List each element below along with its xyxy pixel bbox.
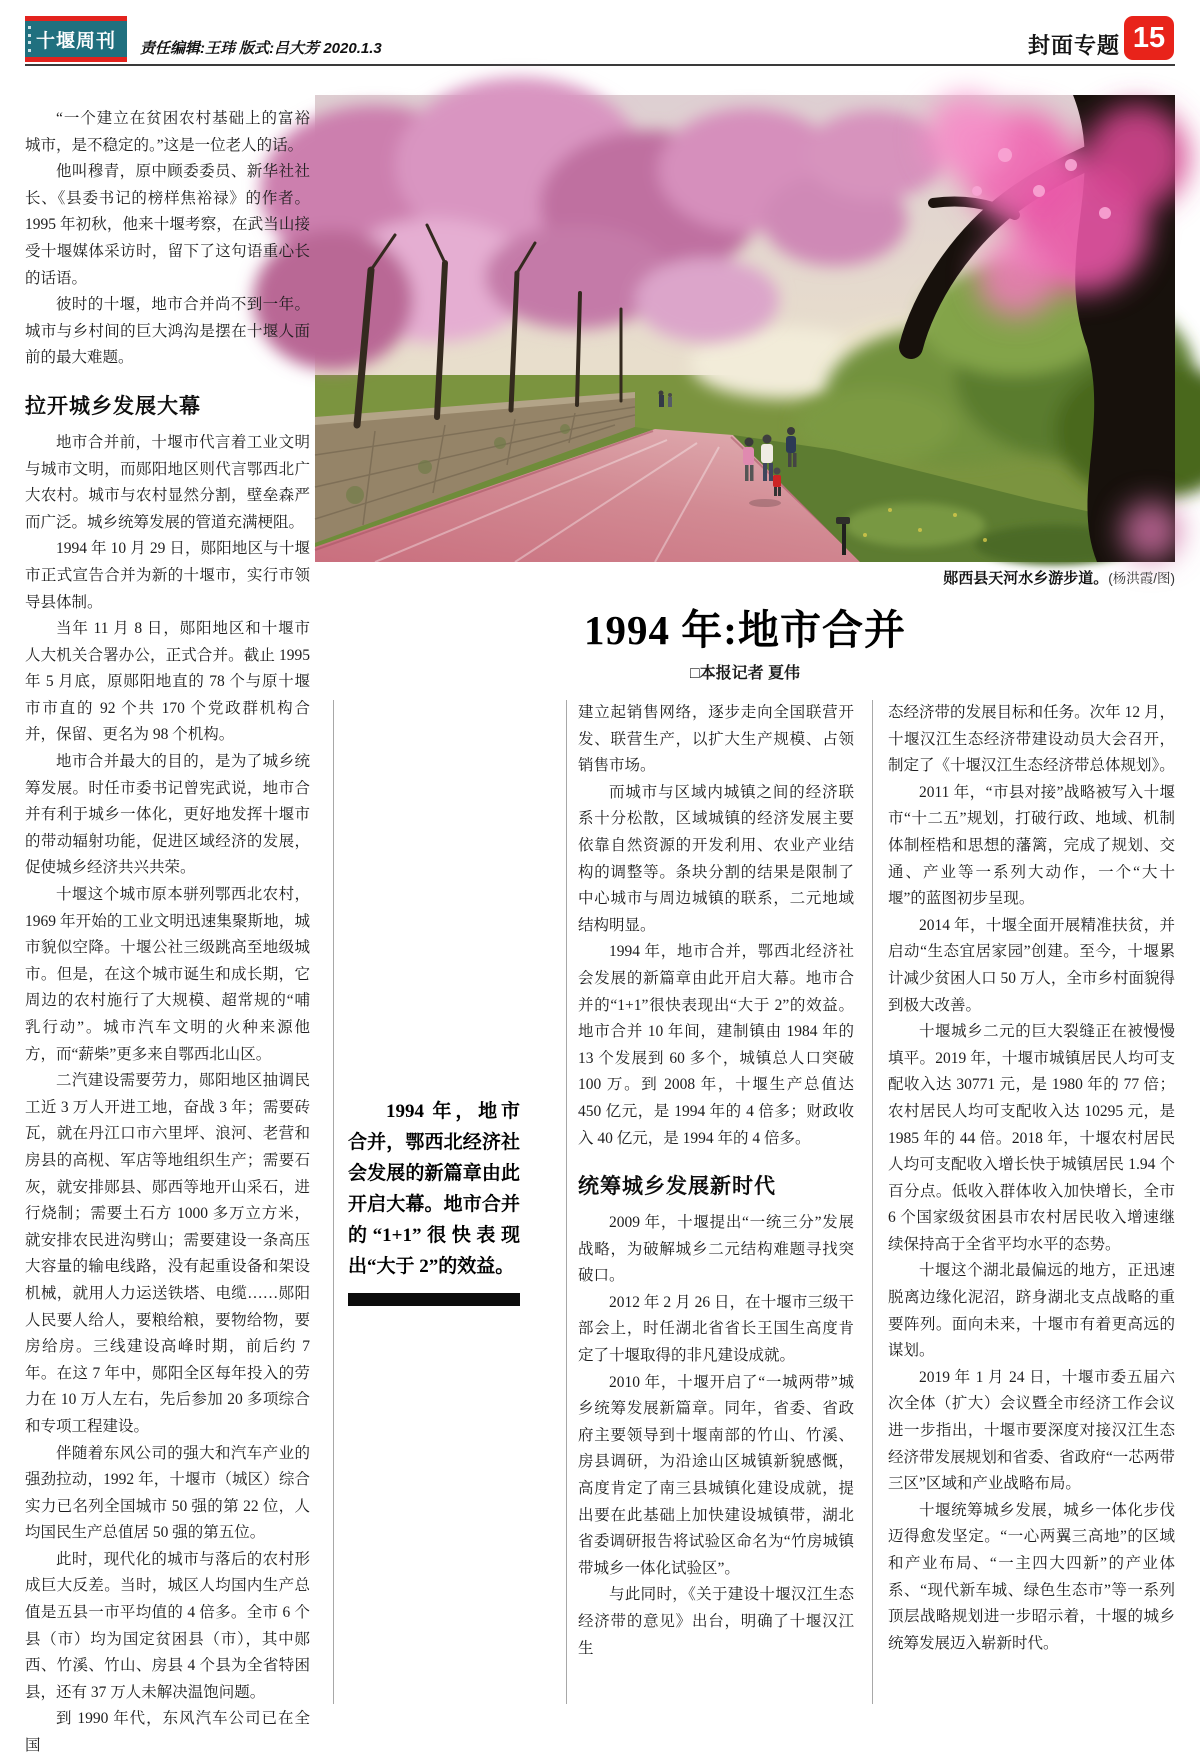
paragraph: 2019 年 1 月 24 日，十堰市委五届六次全体（扩大）会议暨全市经济工作会议进一步指出，十堰市要深度对接汉江生态经济带发展规划和省委、省政府“一芯两带三区”区域和产业战略布局。 [888, 1368, 1175, 1493]
paragraph: 建立起销售网络，逐步走向全国联营开发、联营生产，以扩大生产规模、占领销售市场。 [578, 704, 854, 775]
paragraph: 十堰城乡二元的巨大裂缝正在被慢慢填平。2019 年，十堰市城镇居民人均可支配收入达 30771 元，是 1980 年的 77 倍；农村居民人均可支配收入达 10295 元，是 1985 年的 44 倍。2018 年，十堰农村居民人均可支配收入增长快于城镇居民 1.94 个百分点。低收入群体收入加快增长，全市 6 个国家级贫困县市农村居民收入增速继续保持高于全省平均水平的态势。 [888, 1023, 1175, 1253]
article-title: 1994 年:地市合并 [584, 607, 906, 653]
photo-credit: (杨洪霞/图) [1108, 571, 1175, 586]
column-divider [872, 700, 873, 1704]
photo-caption-text: 郧西县天河水乡游步道。 [943, 570, 1109, 587]
section-heading: 统筹城乡发展新时代 [578, 1175, 776, 1199]
paragraph: 2011 年，“市县对接”战略被写入十堰市“十二五”规划，打破行政、地域、机制体制桎梏和思想的藩篱，完成了规划、交通、产业等一系列大动作，一个“大十堰”的蓝图初步呈现。 [888, 783, 1175, 908]
section-heading: 拉开城乡发展大幕 [25, 394, 201, 418]
lamp-post [842, 523, 846, 555]
pull-quote-rule [348, 1293, 520, 1306]
page-number-badge: 15 [1124, 16, 1174, 60]
paragraph: 当年 11 月 8 日，郧阳地区和十堰市人大机关合署办公，正式合并。截止 1995 年 5 月底，原郧阳地直的 78 个与原十堰市市直的 92 个共 170 个党政群机构合并，保留、更名为 98 个机构。 [25, 620, 310, 744]
photo-caption [315, 567, 1175, 588]
article-photo [315, 95, 1175, 562]
paragraph: 到 1990 年代，东风汽车公司已在全国 [25, 1710, 310, 1755]
paragraph: 伴随着东风公司的强大和汽车产业的强劲拉动，1992 年，十堰市（城区）综合实力已名列全国城市 50 强的第 22 位，人均国民生产总值居 50 强的第五位。 [25, 1444, 310, 1542]
header-rule [25, 64, 1175, 66]
editor-line: 责任编辑:王玮 版式:吕大芳 2020.1.3 [140, 40, 382, 57]
paragraph: “一个建立在贫困农村基础上的富裕城市，是不稳定的。”这是一位老人的话。 [25, 110, 310, 154]
masthead-side-marks [28, 26, 32, 52]
paragraph: 彼时的十堰，地市合并尚不到一年。城市与乡村间的巨大鸿沟是摆在十堰人面前的最大难题。 [25, 296, 310, 367]
text-column-left [25, 106, 310, 1755]
pull-quote [348, 1096, 520, 1306]
section-title: 封面专题 [1028, 33, 1121, 58]
paragraph: 十堰这个湖北最偏远的地方，正迅速脱离边缘化泥沼，跻身湖北支点战略的重要阵列。面向未来，十堰市有着更高远的谋划。 [888, 1262, 1175, 1360]
paragraph: 1994 年，地市合并，鄂西北经济社会发展的新篇章由此开启大幕。地市合并的“1+1”很快表现出“大于 2”的效益。地市合并 10 年间，建制镇由 1984 年的 13 个发展到 60 多个，城镇总人口突破 100 万。到 2008 年，十堰生产总值达 450 亿元，是 1994 年的 4 倍多；财政收入 40 亿元，是 1994 年的 4 倍多。 [578, 943, 854, 1147]
article-byline: □本报记者 夏伟 [689, 665, 801, 682]
paragraph: 地市合并前，十堰市代言着工业文明与城市文明，而郧阳地区则代言鄂西北广大农村。城市与农村显然分割，壁垒森严而广泛。城乡统筹发展的管道充满梗阻。 [25, 433, 310, 531]
text-column-middle [578, 700, 854, 1710]
paragraph: 2014 年，十堰全面开展精准扶贫，并启动“生态宜居家园”创建。至今，十堰累计减少贫困人口 50 万人，全市乡村面貌得到极大改善。 [888, 916, 1175, 1014]
masthead-logo [25, 16, 127, 62]
column-divider [566, 700, 567, 1704]
paragraph: 地市合并最大的目的，是为了城乡统筹发展。时任市委书记曾宪武说，地市合并有利于城乡一体化，更好地发挥十堰市的带动辐射功能，促进区域经济的发展，促使城乡经济共兴共荣。 [25, 753, 310, 877]
pull-quote-text: 1994 年，地市合并，鄂西北经济社会发展的新篇章由此开启大幕。地市合并的“1+1”很快表现出“大于 2”的效益。 [348, 1101, 520, 1277]
paragraph: 十堰这个城市原本骈列鄂西北农村，1969 年开始的工业文明迅速集聚斯地，城市貌似空降。十堰公社三级跳高至地级城市。但是，在这个城市诞生和成长期，它周边的农村施行了大规模、超常规的“哺乳行动”。城市汽车文明的火种来源他方，而“薪柴”更多来自鄂西北山区。 [25, 886, 310, 1063]
paragraph: 他叫穆青，原中顾委委员、新华社社长、《县委书记的榜样焦裕禄》的作者。1995 年初秋，他来十堰考察，在武当山接受十堰媒体采访时，留下了这句语重心长的话语。 [25, 163, 310, 287]
paragraph: 1994 年 10 月 29 日，郧阳地区与十堰市正式宣告合并为新的十堰市，实行市领导县体制。 [25, 540, 310, 611]
column-divider [333, 700, 334, 1704]
paragraph: 2010 年，十堰开启了“一城两带”城乡统筹发展新篇章。同年，省委、省政府主要领导到十堰南部的竹山、竹溪、房县调研，为沿途山区城镇新貌感慨，高度肯定了南三县城镇化建设成就，提出要在此基础上加快建设城镇带，湖北省委调研报告将试验区命名为“竹房城镇带城乡一体化试验区”。 [578, 1373, 854, 1577]
paragraph: 2009 年，十堰提出“一统三分”发展战略，为破解城乡二元结构难题寻找突破口。 [578, 1214, 854, 1285]
photo-illustration [315, 95, 1175, 562]
masthead-title: 十堰周刊 [35, 30, 116, 52]
paragraph: 态经济带的发展目标和任务。次年 12 月，十堰汉江生态经济带建设动员大会召开，制定了《十堰汉江生态经济带总体规划》。 [888, 704, 1175, 775]
paragraph: 十堰统筹城乡发展，城乡一体化步伐迈得愈发坚定。“一心两翼三高地”的区域和产业布局、“一主四大四新”的产业体系、“现代新车城、绿色生态市”等一系列顶层战略规划进一步昭示着，十堰的城乡统筹发展迈入崭新时代。 [888, 1501, 1175, 1652]
paragraph: 而城市与区域内城镇之间的经济联系十分松散，区域城镇的经济发展主要依靠自然资源的开发利用、农业产业结构的调整等。条块分割的结果是限制了中心城市与周边城镇的联系，二元地域结构明显。 [578, 783, 854, 934]
paragraph: 与此同时，《关于建设十堰汉江生态经济带的意见》出台，明确了十堰汉江生 [578, 1586, 854, 1657]
paragraph: 此时，现代化的城市与落后的农村形成巨大反差。当时，城区人均国内生产总值是五县一市平均值的 4 倍多。全市 6 个县（市）均为国定贫困县（市），其中郧西、竹溪、竹山、房县 4 个县为全省特困县，还有 37 万人未解决温饱问题。 [25, 1550, 310, 1701]
paragraph: 2012 年 2 月 26 日，在十堰市三级干部会上，时任湖北省省长王国生高度肯定了十堰取得的非凡建设成就。 [578, 1293, 854, 1365]
paragraph: 二汽建设需要劳力，郧阳地区抽调民工近 3 万人开进工地，奋战 3 年；需要砖瓦，就在丹江口市六里坪、浪河、老营和房县的高枧、军店等地组织生产；需要石灰，就安排郧县、郧西等地开山采石，进行烧制；需要土石方 1000 多万立方米，就安排农民进沟劈山；需要建设一条高压大容量的输电线路，没有起重设备和架设机械，就用人力运送铁塔、电缆……郧阳人民要人给人，要粮给粮，要物给物，要房给房。三线建设高峰时期，前后约 7 年。在这 7 年中，郧阳全区每年投入的劳力在 10 万人左右，先后参加 20 多项综合和专项工程建设。 [25, 1072, 310, 1435]
text-column-right [888, 700, 1175, 1712]
